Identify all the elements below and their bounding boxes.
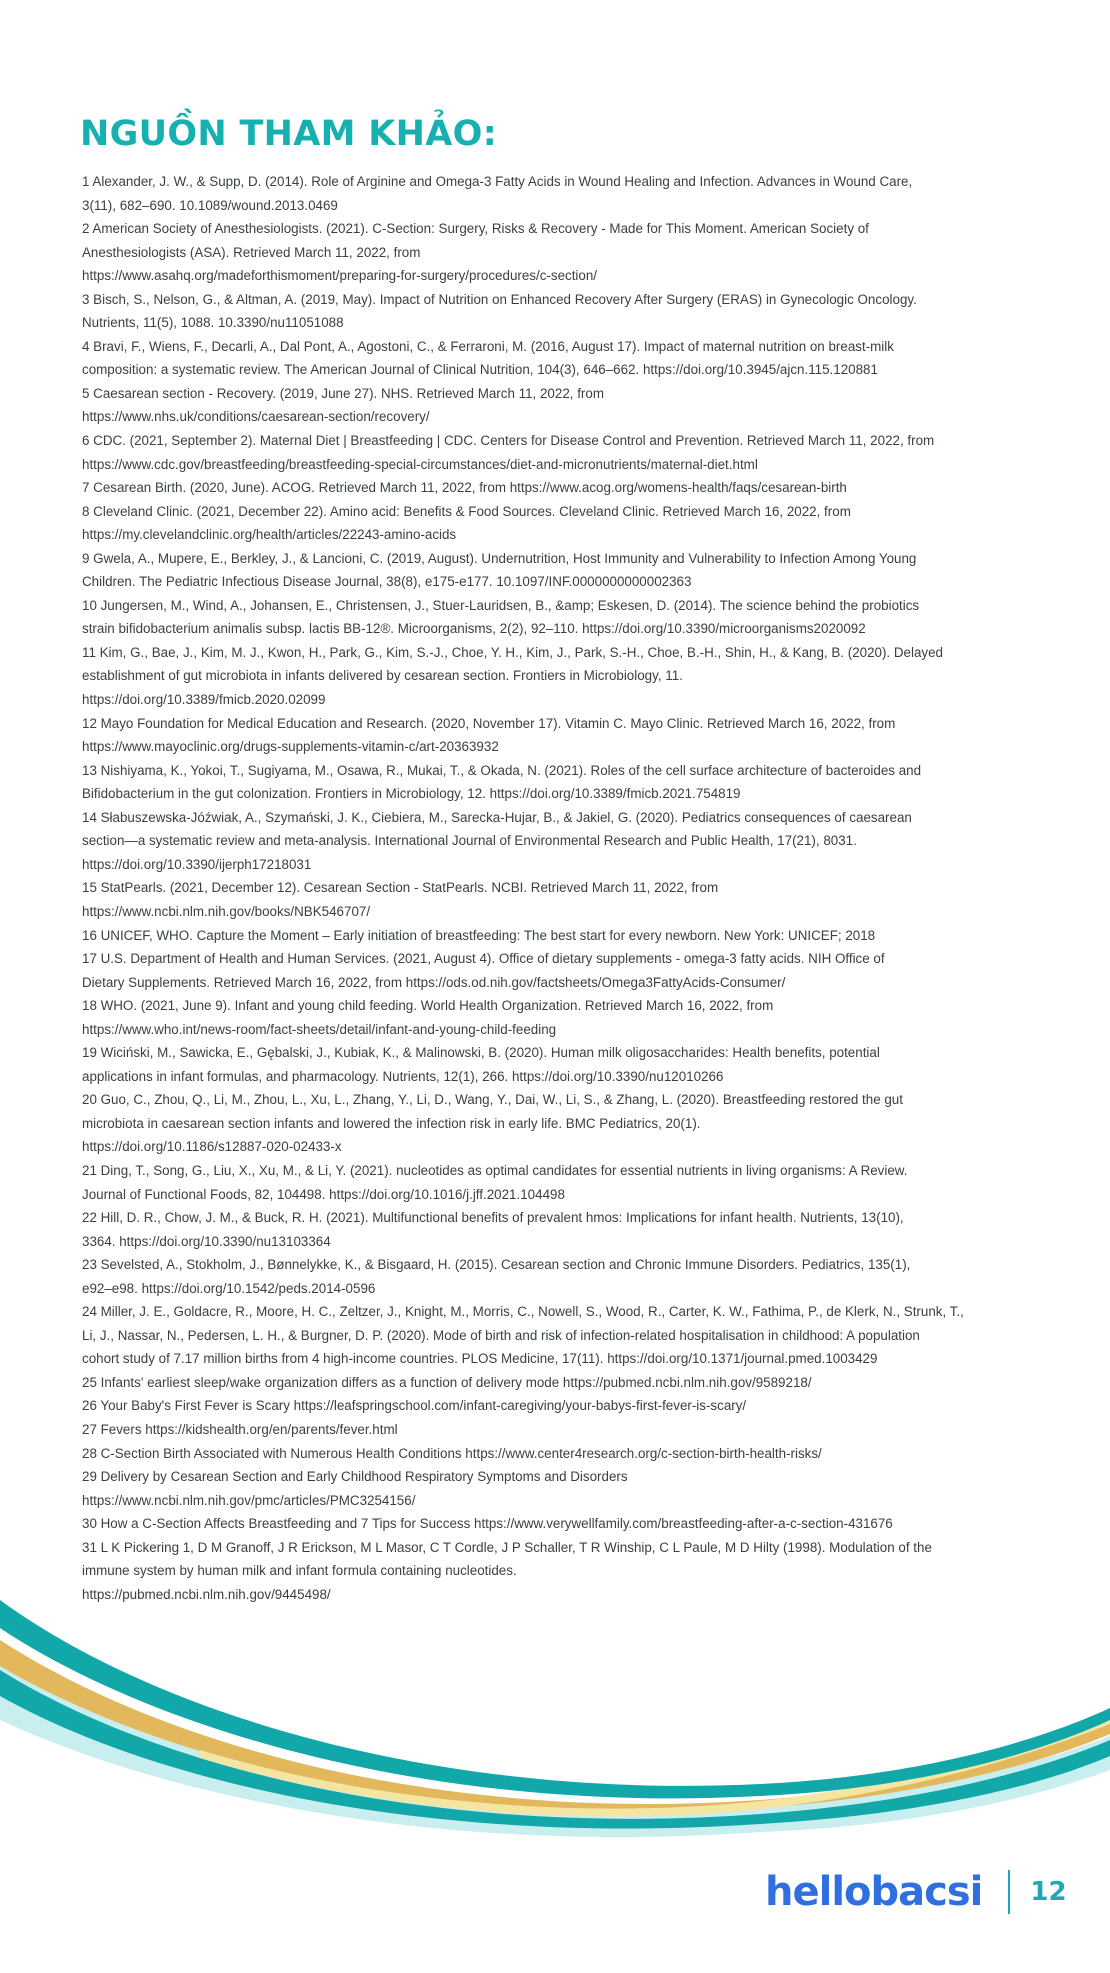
reference-item: 22 Hill, D. R., Chow, J. M., & Buck, R. H. (2021). Multifunctional benefits of prevalent hmos: Implications for infant health. Nutrients, 13(10), 3364. https://doi.org/10.3390/nu13103364 [82,1210,904,1249]
reference-item: 19 Wiciński, M., Sawicka, E., Gębalski, J., Kubiak, K., & Malinowski, B. (2020). Human milk oligosaccharides: Health benefits, potential applications in infant formulas, and pharmacology. Nutrients, 12(1), 266. https://doi.org/10.3390/nu12010266 [82,1045,880,1084]
decorative-wave [0,1600,1110,1880]
reference-item: 18 WHO. (2021, June 9). Infant and young child feeding. World Health Organization. Retrieved March 16, 2022, from https://www.who.int/news-room/fact-sheets/detail/infant-and-young-child-feeding [82,998,774,1037]
reference-item: 20 Guo, C., Zhou, Q., Li, M., Zhou, L., Xu, L., Zhang, Y., Li, D., Wang, Y., Dai, W., Li, S., & Zhang, L. (2020). Breastfeeding restored the gut microbiota in caesarean section infants and lowered the infection risk in early life. BMC Pediatrics, 20(1). https://doi.org/10.1186/s12887-020-02433-x [82,1092,903,1155]
reference-item: 27 Fevers https://kidshealth.org/en/parents/fever.html [82,1421,398,1437]
reference-item: 2 American Society of Anesthesiologists. (2021). C-Section: Surgery, Risks & Recovery - Made for This Moment. American Society of Anesthesiologists (ASA). Retrieved March 11, 2022, from https://www.asahq.org/madeforthismoment/preparing-for-surgery/procedures/c-section/ [82,221,869,284]
brand-footer [765,1868,1067,1916]
reference-item: 3 Bisch, S., Nelson, G., & Altman, A. (2019, May). Impact of Nutrition on Enhanced Recovery After Surgery (ERAS) in Gynecologic Oncology. Nutrients, 11(5), 1088. 10.3390/nu11051088 [82,291,917,331]
reference-item: 1 Alexander, J. W., & Supp, D. (2014). Role of Arginine and Omega-3 Fatty Acids in Wound Healing and Infection. Advances in Wound Care, 3(11), 682–690. 10.1089/wound.2013.0469 [82,174,913,213]
reference-item: 6 CDC. (2021, September 2). Maternal Diet | Breastfeeding | CDC. Centers for Disease Control and Prevention. Retrieved March 11, 2022, from https://www.cdc.gov/breastfeeding/breastfeeding-special-circumstances/diet-and-micronutrients/maternal-diet.html [82,433,935,472]
reference-item: 7 Cesarean Birth. (2020, June). ACOG. Retrieved March 11, 2022, from https://www.acog.org/womens-health/faqs/cesarean-birth [82,480,847,496]
footer-divider [1008,1870,1010,1914]
reference-item: 26 Your Baby's First Fever is Scary https://leafspringschool.com/infant-caregiving/your-babys-first-fever-is-scary/ [82,1398,747,1414]
reference-item: 21 Ding, T., Song, G., Liu, X., Xu, M., & Li, Y. (2021). nucleotides as optimal candidates for essential nutrients in living organisms: A Review. Journal of Functional Foods, 82, 104498. https://doi.org/10.1016/j.jff.2021.104498 [82,1162,908,1202]
reference-item: 25 Infants' earliest sleep/wake organization differs as a function of delivery mode https://pubmed.ncbi.nlm.nih.gov/9589218/ [82,1374,812,1390]
page-title: NGUỒN THAM KHẢO: [80,114,497,154]
reference-item: 8 Cleveland Clinic. (2021, December 22). Amino acid: Benefits & Food Sources. Cleveland Clinic. Retrieved March 16, 2022, from https://my.clevelandclinic.org/health/articles/22243-amino-acids [82,503,851,543]
reference-item: 13 Nishiyama, K., Yokoi, T., Sugiyama, M., Osawa, R., Mukai, T., & Okada, N. (2021). Roles of the cell surface architecture of bacteroides and Bifidobacterium in the gut colonization. Frontiers in Microbiology, 12. https://doi.org/10.3389/fmicb.2021.754819 [82,762,922,802]
reference-item: 23 Sevelsted, A., Stokholm, J., Bønnelykke, K., & Bisgaard, H. (2015). Cesarean section and Chronic Immune Disorders. Pediatrics, 135(1), e92–e98. https://doi.org/10.1542/peds.2014-0596 [82,1257,911,1296]
reference-item: 9 Gwela, A., Mupere, E., Berkley, J., & Lancioni, C. (2019, August). Undernutrition, Host Immunity and Vulnerability to Infection Among Young Children. The Pediatric Infectious Disease Journal, 38(8), e175-e177. 10.1097/INF.0000000000002363 [82,550,917,590]
reference-item: 28 C-Section Birth Associated with Numerous Health Conditions https://www.center4research.org/c-section-birth-health-risks/ [82,1445,822,1461]
page-number: 12 [1030,1877,1067,1907]
reference-item: 24 Miller, J. E., Goldacre, R., Moore, H. C., Zeltzer, J., Knight, M., Morris, C., Nowell, S., Wood, R., Carter, K. W., Fathima, P., de Klerk, N., Strunk, T., Li, J., Nassar, N., Pedersen, L. H., & Burgner, D. P. (2020). Mode of birth and risk of infection-related hospitalisation in childhood: A population cohort study of 7.17 million births from 4 high-income countries. PLOS Medicine, 17(11). https://doi.org/10.1371/journal.pmed.1003429 [82,1304,964,1367]
reference-item: 11 Kim, G., Bae, J., Kim, M. J., Kwon, H., Park, G., Kim, S.-J., Choe, Y. H., Kim, J., Park, S.-H., Choe, B.-H., Shin, H., & Kang, B. (2020). Delayed establishment of gut microbiota in infants delivered by cesarean section. Frontiers in Microbiology, 11. https://doi.org/10.3389/fmicb.2020.02099 [82,644,944,708]
reference-list [82,170,1037,1606]
reference-item: 4 Bravi, F., Wiens, F., Decarli, A., Dal Pont, A., Agostoni, C., & Ferraroni, M. (2016, August 17). Impact of maternal nutrition on breast-milk composition: a systematic review. The American Journal of Clinical Nutrition, 104(3), 646–662. https://doi.org/10.3945/ajcn.115.120881 [82,338,894,378]
reference-item: 17 U.S. Department of Health and Human Services. (2021, August 4). Office of dietary supplements - omega-3 fatty acids. NIH Office of Dietary Supplements. Retrieved March 16, 2022, from https://ods.od.nih.gov/factsheets/Omega3FattyAcids-Consumer/ [82,951,885,990]
reference-item: 5 Caesarean section - Recovery. (2019, June 27). NHS. Retrieved March 11, 2022, from https://www.nhs.uk/conditions/caesarean-section/recovery/ [82,385,604,425]
reference-item: 31 L K Pickering 1, D M Granoff, J R Erickson, M L Masor, C T Cordle, J P Schaller, T R Winship, C L Paule, M D Hilty (1998). Modulation of the immune system by human milk and infant formula containing nucleotides. https://pubmed.ncbi.nlm.nih.gov/9445498/ [82,1539,932,1602]
brand-logo: hellobacsi [765,1869,983,1915]
reference-item: 16 UNICEF, WHO. Capture the Moment – Early initiation of breastfeeding: The best start for every newborn. New York: UNICEF; 2018 [82,927,876,943]
reference-item: 10 Jungersen, M., Wind, A., Johansen, E., Christensen, J., Stuer-Lauridsen, B., &amp; Eskesen, D. (2014). The science behind the probiotics strain bifidobacterium animalis subsp. lactis BB-12®. Microorganisms, 2(2), 92–110. https://doi.org/10.3390/microorganisms2020092 [82,597,920,637]
reference-item: 12 Mayo Foundation for Medical Education and Research. (2020, November 17). Vitamin C. Mayo Clinic. Retrieved March 16, 2022, from https://www.mayoclinic.org/drugs-supplements-vitamin-c/art-20363932 [82,715,896,755]
reference-item: 30 How a C-Section Affects Breastfeeding and 7 Tips for Success https://www.verywellfamily.com/breastfeeding-after-a-c-section-431676 [82,1516,893,1532]
reference-item: 29 Delivery by Cesarean Section and Early Childhood Respiratory Symptoms and Disorders https://www.ncbi.nlm.nih.gov/pmc/articles/PMC3254156/ [82,1469,628,1508]
reference-item: 15 StatPearls. (2021, December 12). Cesarean Section - StatPearls. NCBI. Retrieved March 11, 2022, from https://www.ncbi.nlm.nih.gov/books/NBK546707/ [82,880,719,919]
reference-item: 14 Słabuszewska-Jóźwiak, A., Szymański, J. K., Ciebiera, M., Sarecka-Hujar, B., & Jakiel, G. (2020). Pediatrics consequences of caesarean section—a systematic review and meta-analysis. International Journal of Environmental Research and Public Health, 17(21), 8031. https://doi.org/10.3390/ijerph17218031 [82,809,912,872]
